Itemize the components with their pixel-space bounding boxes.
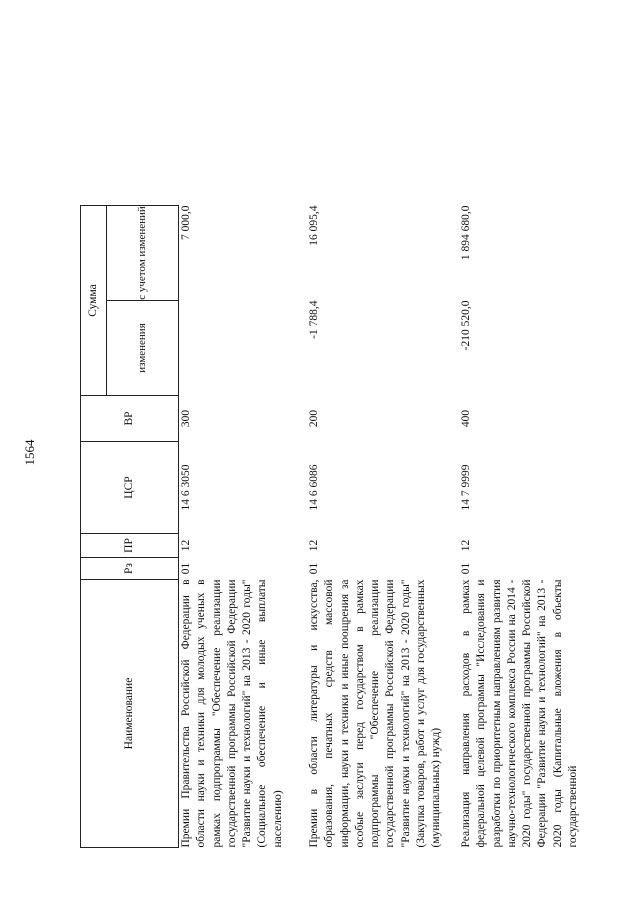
table-row xyxy=(179,206,308,848)
row-name: Премии Правительства Российской Федерации в области науки и техники для молодых ученых в рамках подпрограммы "Обеспечение реализации государственной программы Российской Федерации "Развитие науки и технологий" на 2013 - 2020 годы" (Социальное обеспечение и иные выплаты населению) xyxy=(180,579,284,848)
header-sum: Сумма xyxy=(81,206,107,396)
header-rz: Рз xyxy=(81,558,179,580)
header-vr: ВР xyxy=(81,396,179,442)
table-row xyxy=(459,206,609,848)
row-rz: 01 xyxy=(308,562,320,575)
page-number: 1564 xyxy=(22,439,37,466)
row-rz: 01 xyxy=(180,562,192,575)
row-pr: 12 xyxy=(460,539,472,552)
header-with-change: с учетом изменений xyxy=(107,206,179,301)
row-name: Реализация направления расходов в рамках федеральной целевой программы "Исследования и разработки по приоритетным направлениям развития научно-технологического комплекса России на 2014 - 2020 годы" государственной программы Российской Федерации "Развитие науки и технологий" на 2013 - 2020 годы (Капитальные вложения в объекты государственной xyxy=(460,579,580,848)
row-change: -1 788,4 xyxy=(308,300,320,339)
header-name: Наименование xyxy=(81,580,179,848)
table-row xyxy=(307,206,459,848)
row-with-change: 1 894 680,0 xyxy=(460,205,472,261)
row-with-change: 16 095,4 xyxy=(308,205,320,246)
budget-table xyxy=(80,205,609,848)
row-csr: 14 6 6086 xyxy=(308,464,320,511)
row-pr: 12 xyxy=(180,539,192,552)
row-vr: 200 xyxy=(308,409,320,428)
header-pr: ПР xyxy=(81,534,179,558)
row-rz: 01 xyxy=(460,562,472,575)
header-change: изменения xyxy=(107,301,179,396)
row-with-change: 7 000,0 xyxy=(180,205,192,240)
row-change xyxy=(179,301,308,396)
row-csr: 14 6 3050 xyxy=(180,464,192,511)
row-csr: 14 7 9999 xyxy=(460,464,472,511)
row-vr: 400 xyxy=(460,409,472,428)
header-csr: ЦСР xyxy=(81,442,179,534)
row-change: -210 520,0 xyxy=(460,300,472,351)
row-pr: 12 xyxy=(308,539,320,552)
row-vr: 300 xyxy=(180,409,192,428)
row-name: Премии в области литературы и искусства, образования, печатных средств массовой информации, науки и техники и иные поощрения за особые заслуги перед государством в рамках подпрограммы "Обеспечение реализации государственной программы Российской Федерации "Развитие науки и технологий" на 2013 - 2020 годы" (Закупка товаров, работ и услуг для государственных (муниципальных) нужд) xyxy=(308,579,443,848)
